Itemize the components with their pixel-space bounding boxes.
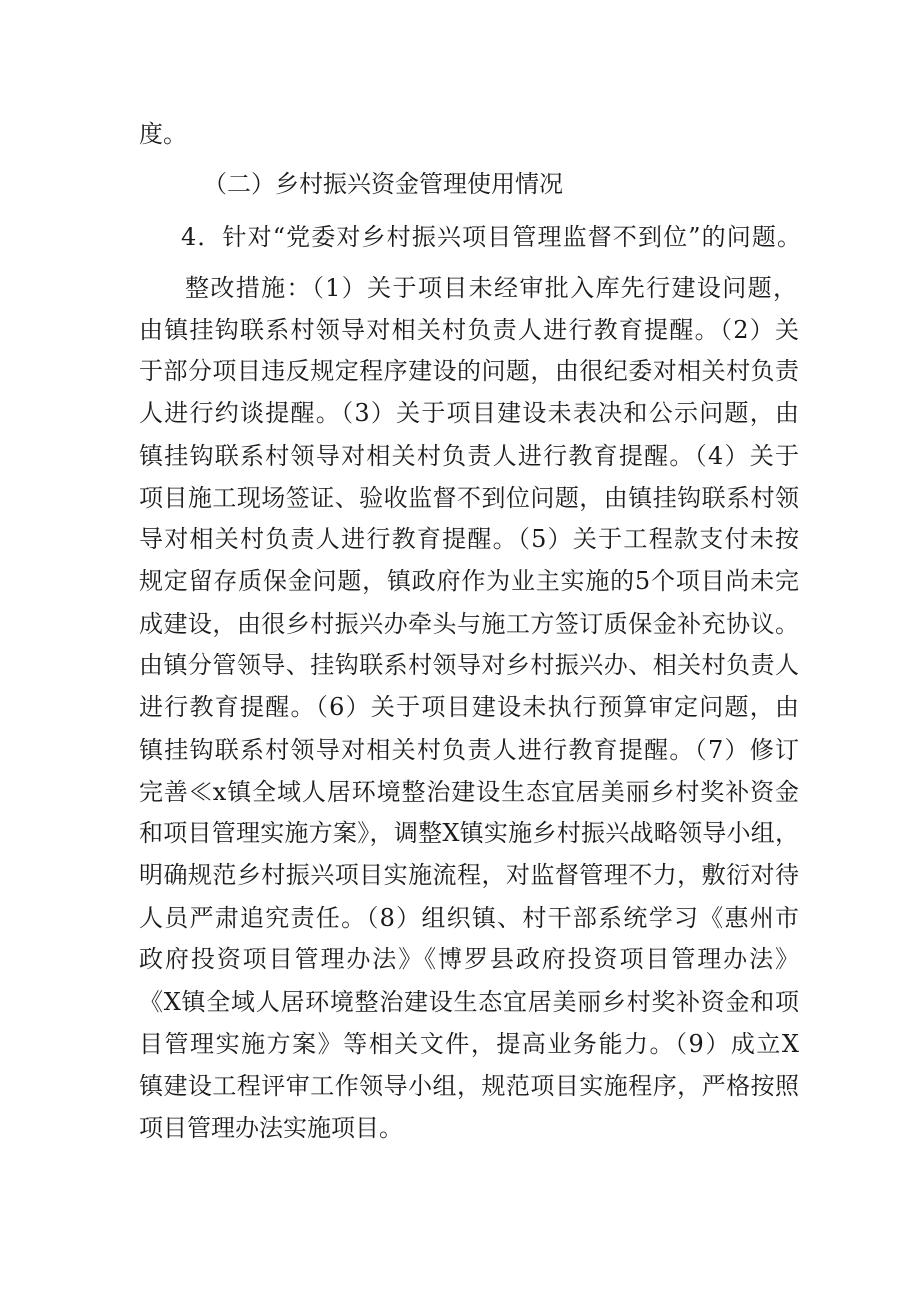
text-line: 规定留存质保金问题，镇政府作为业主实施的5个项目尚未完 [139,567,799,595]
text-line: 镇建设工程评审工作领导小组，规范项目实施程序，严格按照 [139,1072,799,1100]
section-heading: （二）乡村振兴资金管理使用情况 [203,170,563,198]
text-line: 于部分项目违反规定程序建设的问题，由很纪委对相关村负责 [139,357,799,385]
issue-title: 4．针对“党委对乡村振兴项目管理监督不到位”的问题。 [181,223,801,251]
text-line: 和项目管理实施方案》，调整X镇实施乡村振兴战略领导小组， [139,819,799,847]
text-line: 导对相关村负责人进行教育提醒。（5）关于工程款支付未按 [139,525,799,553]
text-line: 目管理实施方案》等相关文件，提高业务能力。（9）成立X [139,1030,799,1058]
text-line: 完善≪x镇全域人居环境整治建设生态宜居美丽乡村奖补资金 [139,778,799,806]
text-line: 项目施工现场签证、验收监督不到位问题，由镇挂钩联系村领 [139,484,799,512]
text-line-last: 项目管理办法实施项目。 [139,1114,403,1142]
text-line: 进行教育提醒。（6）关于项目建设未执行预算审定问题，由 [139,693,799,721]
text-line: 成建设，由很乡村振兴办牵头与施工方签订质保金补充协议。 [139,610,799,638]
text-line: 镇挂钩联系村领导对相关村负责人进行教育提醒。（7）修订 [139,736,799,764]
text-line: 镇挂钩联系村领导对相关村负责人进行教育提醒。（4）关于 [139,442,799,470]
text-line: 度。 [139,120,187,148]
text-line: 明确规范乡村振兴项目实施流程，对监督管理不力，敷衍对待 [139,861,799,889]
text-line: 《X镇全域人居环境整治建设生态宜居美丽乡村奖补资金和项 [139,988,799,1016]
text-line: 由镇分管领导、挂钩联系村领导对乡村振兴办、相关村负责人 [139,651,799,679]
text-line: 人员严肃追究责任。（8）组织镇、村干部系统学习《惠州市 [139,904,799,932]
text-line: 由镇挂钩联系村领导对相关村负责人进行教育提醒。（2）关 [139,316,799,344]
paragraph-first-line: 整改措施：（1）关于项目未经审批入库先行建设问题， [185,274,797,302]
text-line: 政府投资项目管理办法》《博罗县政府投资项目管理办法》 [139,945,799,973]
text-line: 人进行约谈提醒。（3）关于项目建设未表决和公示问题，由 [139,399,799,427]
